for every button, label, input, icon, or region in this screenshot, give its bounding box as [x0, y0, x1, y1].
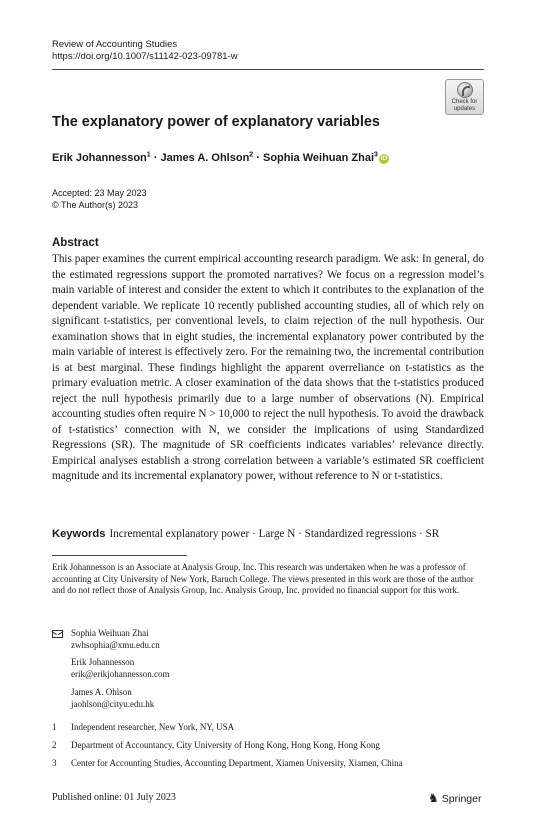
- author-contact: [71, 686, 154, 710]
- keywords-label: Keywords: [52, 528, 106, 540]
- badge-line-1: Check for: [451, 99, 478, 105]
- envelope-icon: [52, 630, 63, 638]
- contact-email[interactable]: erik@erikjohannesson.com: [71, 669, 170, 679]
- affiliation-number: 3: [52, 758, 57, 768]
- abstract-text: This paper examines the current empirical accounting research paradigm. We ask: In general, do the estimated regressions support the promoted narratives? We focus on a regression model’s main variable of interest and consider the extent to which it contributes to the explanation of the dependent variable. We replicate 10 recently published accounting studies, all of which rely on significant t-statistics, per conventional levels, to claim rejection of the null hypothesis. Our examination shows that in eight studies, the incremental explanatory power contributed by the main variable of interest is effectively zero. For the remaining two, the incremental contribution is at best marginal. These findings highlight the apparent overreliance on t-statistics as the primary evaluation metric. A closer examination of the data shows that the t-statistics produced reject the null hypothesis primarily due to a large number of observations (N). Empirical accounting studies often require N > 10,000 to reject the null hypothesis. To avoid the drawback of t-statistics’ connection with N, we consider the implications of using Standardized Regressions (SR). The magnitude of SR coefficients indicates variables’ relevance directly. Empirical analyses establish a strong correlation between a variable’s estimated SR coefficient magnitude and its incremental explanatory power, without reference to N or t-statistics.: [52, 253, 484, 482]
- affiliation-text: Center for Accounting Studies, Accounting Department, Xiamen University, Xiamen, China: [71, 758, 403, 768]
- journal-header: [52, 39, 238, 63]
- author-name[interactable]: Sophia Weihuan Zhai: [262, 152, 375, 164]
- affiliation-item: [52, 740, 380, 750]
- affiliation-text: Department of Accountancy, City University of Hong Kong, Hong Kong, Hong Kong: [71, 740, 380, 750]
- author-list: [52, 152, 389, 164]
- header-divider: [52, 69, 484, 70]
- author-affiliation-marker: 2: [249, 151, 254, 159]
- author-separator: ·: [253, 152, 263, 164]
- article-dates: [52, 187, 147, 211]
- affiliation-number: 1: [52, 722, 57, 732]
- keywords-line: [52, 528, 439, 540]
- affiliation-text: Independent researcher, New York, NY, USA: [71, 722, 235, 732]
- corresponding-author-contact: [71, 627, 160, 651]
- author-name[interactable]: James A. Ohlson: [160, 152, 250, 164]
- author-name[interactable]: Erik Johannesson: [52, 152, 147, 164]
- check-for-updates-badge[interactable]: [445, 79, 484, 115]
- author-footnote: Erik Johannesson is an Associate at Analysis Group, Inc. This research was undertaken when he was a professor of accounting at City University of New York, Baruch College. The views presented in this work are those of the author and do not reflect those of Analysis Group, Inc. Analysis Group, Inc. provided no financial support for this work.: [52, 562, 474, 596]
- affiliation-item: [52, 722, 234, 732]
- check-for-updates-icon: [457, 82, 473, 98]
- author-contact: [71, 656, 170, 680]
- badge-line-2: updates: [453, 105, 476, 112]
- abstract-heading: Abstract: [52, 237, 99, 249]
- doi-link[interactable]: https://doi.org/10.1007/s11142-023-09781-w: [52, 51, 238, 62]
- contact-name: James A. Ohlson: [71, 687, 132, 697]
- publisher-name: Springer: [441, 793, 482, 805]
- author-affiliation-marker: 1: [146, 151, 151, 159]
- copyright-notice: © The Author(s) 2023: [52, 200, 139, 210]
- contact-name: Sophia Weihuan Zhai: [71, 628, 149, 638]
- contact-name: Erik Johannesson: [71, 657, 135, 667]
- author-separator: ·: [150, 152, 161, 164]
- accepted-date: Accepted: 23 May 2023: [52, 188, 147, 198]
- published-online-date: Published online: 01 July 2023: [52, 792, 176, 803]
- springer-horse-icon: ♞: [428, 791, 439, 805]
- publisher-logo: [428, 791, 481, 805]
- contact-email[interactable]: zwhsophia@xmu.edu.cn: [71, 640, 160, 650]
- article-title: The explanatory power of explanatory variables: [52, 114, 380, 130]
- orcid-icon[interactable]: iD: [380, 155, 388, 162]
- affiliation-item: [52, 758, 403, 768]
- keywords-list: Incremental explanatory power · Large N · Standardized regressions · SR: [109, 528, 440, 540]
- author-affiliation-marker: 3: [374, 151, 378, 159]
- contact-email[interactable]: jaohlson@cityu.edu.hk: [71, 699, 155, 709]
- journal-name: Review of Accounting Studies: [52, 39, 178, 50]
- affiliation-number: 2: [52, 740, 57, 750]
- footnote-divider: [52, 555, 187, 556]
